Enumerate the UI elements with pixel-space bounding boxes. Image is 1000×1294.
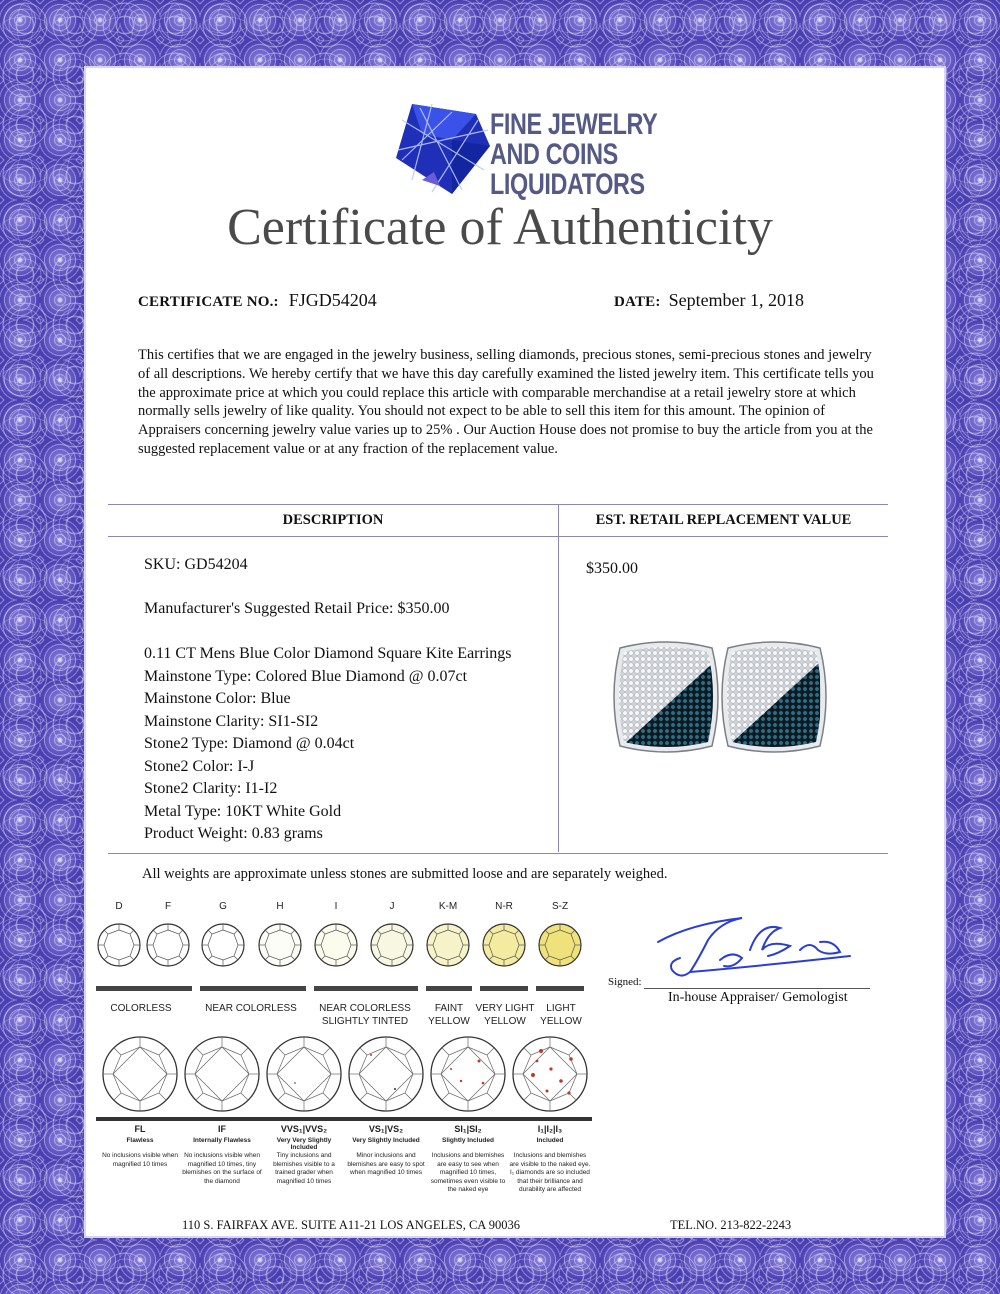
detail-line: Metal Type: 10KT White Gold (144, 802, 342, 820)
detail-line: Stone2 Clarity: I1-I2 (144, 780, 278, 797)
detail-line: Stone2 Type: Diamond @ 0.04ct (144, 735, 355, 752)
sku-line: SKU: GD54204 (144, 556, 248, 573)
earrings-photo (610, 638, 830, 758)
color-grade-label: G (219, 901, 227, 912)
gem-logo-icon (392, 100, 492, 196)
description-header: DESCRIPTION (282, 512, 384, 528)
clarity-description: Minor inclusions and blemishes are easy to spot when magnified 10 times (347, 1152, 425, 1176)
weights-disclaimer: All weights are approximate unless stones are submitted loose and are separately weighed. (142, 866, 668, 882)
footer-phone: TEL.NO. 213-822-2243 (670, 1218, 792, 1232)
clarity-name: Internally Flawless (193, 1137, 251, 1144)
clarity-description: No inclusions visible when magnified 10 times (102, 1152, 178, 1168)
detail-line: 0.11 CT Mens Blue Color Diamond Square Kite Earrings (144, 645, 512, 662)
color-grade-label: S-Z (551, 901, 569, 912)
clarity-name: Very Slightly Included (352, 1137, 420, 1144)
clarity-category-bar (96, 1116, 592, 1122)
clarity-diamond-icon (101, 1035, 179, 1113)
color-grade-label: D (115, 901, 123, 912)
signature-line (644, 988, 870, 989)
logo-text-line3: LIQUIDATORS (490, 168, 645, 201)
date-value: September 1, 2018 (668, 290, 805, 310)
clarity-code: FL (134, 1124, 146, 1134)
color-diamond-icon (369, 922, 415, 968)
clarity-code: I₁|I₂|I₃ (537, 1124, 563, 1134)
clarity-diamond-icon (511, 1035, 589, 1113)
appraiser-title: In-house Appraiser/ Gemologist (668, 990, 848, 1005)
clarity-name: Included (536, 1137, 564, 1144)
clarity-code: VVS₁|VVS₂ (280, 1124, 328, 1134)
clarity-code: IF (218, 1124, 226, 1134)
clarity-code: VS₁|VS₂ (368, 1124, 404, 1134)
color-grade-label: H (276, 901, 284, 912)
detail-line: Mainstone Clarity: SI1-SI2 (144, 712, 319, 730)
date-row (614, 290, 804, 311)
signature (650, 910, 860, 982)
color-diamond-icon (200, 922, 246, 968)
clarity-description: Tiny inclusions and blemishes visible to a trained grader when magnified 10 times (273, 1152, 335, 1185)
clarity-name: Very Very Slightly Included (276, 1137, 332, 1151)
replacement-value: $350.00 (586, 560, 638, 577)
color-diamond-icon (425, 922, 471, 968)
clarity-diamond-icon (429, 1035, 507, 1113)
certification-statement: This certifies that we are engaged in the jewelry business, selling diamonds, precious stones, semi-precious stones and jewelry of all descriptions. We hereby certify that we have this day carefully examined the listed jewelry item. This certificate tells you the approximate price at which you could replace this article with comparable merchandise at a retail jewelry store at which normally sells jewelry of like quality. You should not expect to be able to sell this item for this amount. The opinion of Appraisers concerning jewelry value varies up to 25% . Our Auction House does not promise to buy the article from you at the suggested replacement value or at any fraction of the replacement value. (138, 347, 874, 457)
color-category: VERY LIGHT YELLOW (475, 1003, 535, 1027)
color-grade-label: F (164, 901, 172, 912)
detail-line: Product Weight: 0.83 grams (144, 825, 323, 842)
color-diamond-icon (537, 922, 583, 968)
clarity-code: SI₁|SI₂ (454, 1124, 482, 1134)
color-grade-label: N-R (495, 901, 513, 912)
page-title: Certificate of Authenticity (227, 199, 773, 256)
certificate-number-row (138, 290, 377, 311)
signed-label: Signed: (608, 976, 642, 988)
clarity-description: Inclusions and blemishes are visible to the naked eye. I₁ diamonds are so included that their brilliance and durability are affected (509, 1152, 591, 1193)
color-category: LIGHT YELLOW (540, 1003, 582, 1027)
color-category: NEAR COLORLESS (205, 1003, 297, 1014)
color-grade-label: I (334, 901, 338, 912)
clarity-description: No inclusions visible when magnified 10 times, tiny blemishes on the surface of the diamond (182, 1152, 262, 1185)
logo-text-line2: AND COINS (490, 138, 618, 171)
table-header-rule (108, 536, 888, 537)
detail-line: Stone2 Color: I-J (144, 757, 255, 775)
certificate-number-value: FJGD54204 (288, 290, 377, 310)
color-diamond-icon (145, 922, 191, 968)
detail-line: Mainstone Type: Colored Blue Diamond @ 0.07ct (144, 667, 468, 685)
color-diamond-icon (481, 922, 527, 968)
color-category: FAINT YELLOW (428, 1003, 470, 1027)
msrp-line: Manufacturer's Suggested Retail Price: $350.00 (144, 600, 450, 617)
clarity-diamond-icon (183, 1035, 261, 1113)
clarity-name: Flawless (126, 1137, 154, 1144)
color-grade-label: J (389, 901, 395, 912)
footer-address: 110 S. FAIRFAX AVE. SUITE A11-21 LOS ANGELES, CA 90036 (182, 1218, 520, 1232)
certificate-number-label: CERTIFICATE NO.: (138, 294, 279, 310)
date-label: DATE: (614, 294, 661, 310)
clarity-name: Slightly Included (441, 1137, 494, 1144)
clarity-description: Inclusions and blemishes are easy to see when magnified 10 times, sometimes even visible to the naked eye (430, 1152, 506, 1193)
detail-line: Mainstone Color: Blue (144, 690, 291, 707)
table-divider (558, 504, 559, 852)
color-category: COLORLESS (110, 1003, 172, 1014)
color-diamond-icon (96, 922, 142, 968)
color-diamond-icon (313, 922, 359, 968)
clarity-diamond-icon (347, 1035, 425, 1113)
clarity-diamond-icon (265, 1035, 343, 1113)
logo-text-line1: FINE JEWELRY (490, 108, 658, 141)
color-category-brackets (96, 984, 586, 996)
value-header: EST. RETAIL REPLACEMENT VALUE (595, 512, 852, 528)
color-category: NEAR COLORLESS SLIGHTLY TINTED (319, 1003, 411, 1027)
color-diamond-icon (257, 922, 303, 968)
color-grade-label: K-M (438, 901, 458, 912)
